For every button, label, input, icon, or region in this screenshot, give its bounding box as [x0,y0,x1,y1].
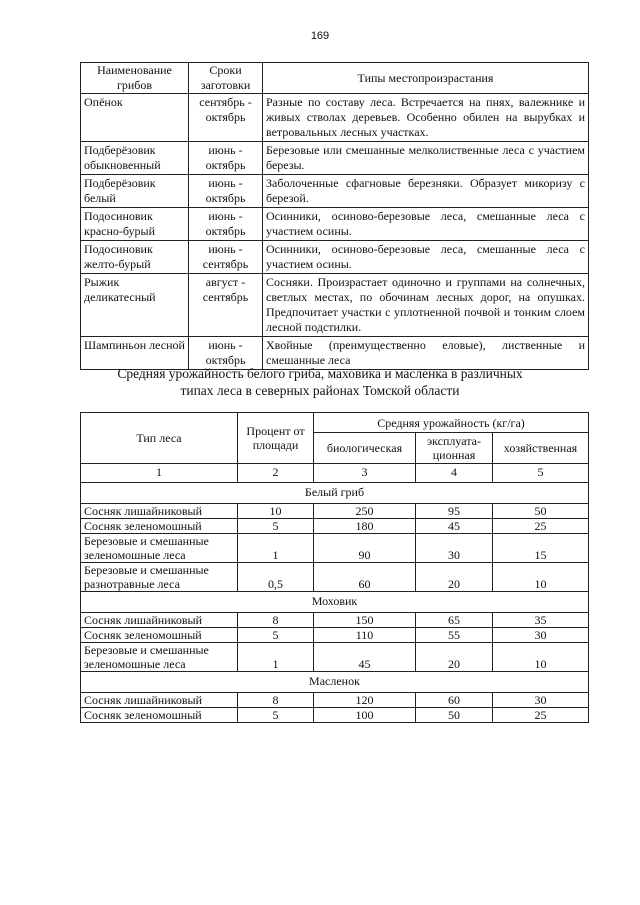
mushroom-name: Рыжик деликатесный [81,274,189,337]
yield-economic: 35 [493,613,589,628]
percent-area: 5 [238,628,314,643]
percent-area: 1 [238,534,314,563]
header-mushroom-name: Наименование грибов [81,63,189,94]
yield-exploitation: 55 [416,628,493,643]
harvest-period: июнь - октябрь [189,337,263,370]
yield-exploitation: 65 [416,613,493,628]
percent-area: 8 [238,693,314,708]
yield-biological: 150 [314,613,416,628]
yield-biological: 120 [314,693,416,708]
harvest-period: август - сентябрь [189,274,263,337]
section-header-row [81,672,589,693]
mushroom-name: Шампиньон лесной [81,337,189,370]
header-percent-area: Процент от площади [238,413,314,464]
percent-area: 0,5 [238,563,314,592]
table-row [81,504,589,519]
yield-exploitation: 20 [416,643,493,672]
column-number: 3 [314,464,416,483]
mushroom-name: Подберёзовик белый [81,175,189,208]
yield-exploitation: 30 [416,534,493,563]
section-name: Белый гриб [81,483,589,504]
mushroom-name: Опёнок [81,94,189,142]
yield-table-title [0,365,640,399]
yield-exploitation: 60 [416,693,493,708]
yield-biological: 110 [314,628,416,643]
forest-type: Березовые и смешанные зеленомошные леса [81,643,238,672]
harvest-period: июнь - октябрь [189,208,263,241]
yield-biological: 100 [314,708,416,723]
yield-table [80,412,589,723]
forest-type: Сосняк зеленомошный [81,708,238,723]
forest-type: Березовые и смешанные разнотравные леса [81,563,238,592]
section-header-row [81,483,589,504]
table-row [81,708,589,723]
column-number: 5 [493,464,589,483]
percent-area: 5 [238,708,314,723]
table-row [81,241,589,274]
yield-economic: 25 [493,519,589,534]
mushroom-habitat-table [80,62,589,370]
yield-economic: 25 [493,708,589,723]
yield-biological: 45 [314,643,416,672]
table-row [81,643,589,672]
percent-area: 1 [238,643,314,672]
forest-type: Сосняк зеленомошный [81,628,238,643]
percent-area: 8 [238,613,314,628]
table-row [81,274,589,337]
page-number: 169 [310,30,330,42]
table-row [81,693,589,708]
yield-table-title-line1: Средняя урожайность белого гриба, маховика и масленка в различных [117,366,523,381]
habitat-description: Хвойные (преимущественно еловые), лиственные и смешанные леса [263,337,589,370]
table-header-row [81,413,589,433]
yield-economic: 30 [493,628,589,643]
forest-type: Сосняк лишайниковый [81,504,238,519]
yield-biological: 180 [314,519,416,534]
yield-economic: 15 [493,534,589,563]
habitat-description: Осинники, осиново-березовые леса, смешанные леса с участием осины. [263,241,589,274]
header-economic: хозяйственная [493,433,589,464]
mushroom-name: Подберёзовик обыкновенный [81,142,189,175]
table-row [81,534,589,563]
habitat-description: Березовые или смешанные мелколиственные леса с участием березы. [263,142,589,175]
section-name: Масленок [81,672,589,693]
column-number: 4 [416,464,493,483]
section-header-row [81,592,589,613]
habitat-description: Сосняки. Произрастает одиночно и группами на солнечных, светлых местах, по обочинам лесных дорог, на опушках. Предпочитает участки с уплотненной почвой и тонким слоем лесной подстилки. [263,274,589,337]
header-habitat-types: Типы местопроизрастания [263,63,589,94]
section-name: Моховик [81,592,589,613]
yield-table-title-line2: типах леса в северных районах Томской области [180,383,460,398]
table-row [81,208,589,241]
harvest-period: июнь - октябрь [189,142,263,175]
yield-biological: 60 [314,563,416,592]
mushroom-name: Подосиновик желто-бурый [81,241,189,274]
header-exploitation: эксплуата-ционная [416,433,493,464]
table-row [81,142,589,175]
yield-biological: 250 [314,504,416,519]
column-number: 2 [238,464,314,483]
table-row [81,563,589,592]
harvest-period: июнь - октябрь [189,175,263,208]
yield-biological: 90 [314,534,416,563]
habitat-description: Заболоченные сфагновые березняки. Образует микоризу с березой. [263,175,589,208]
yield-economic: 10 [493,563,589,592]
yield-exploitation: 95 [416,504,493,519]
yield-economic: 10 [493,643,589,672]
forest-type: Березовые и смешанные зеленомошные леса [81,534,238,563]
yield-exploitation: 20 [416,563,493,592]
column-number: 1 [81,464,238,483]
header-biological: биологическая [314,433,416,464]
forest-type: Сосняк лишайниковый [81,693,238,708]
header-avg-yield: Средняя урожайность (кг/га) [314,413,589,433]
harvest-period: сентябрь - октябрь [189,94,263,142]
table-row [81,94,589,142]
table-row [81,175,589,208]
table-row [81,613,589,628]
yield-economic: 30 [493,693,589,708]
table-row [81,628,589,643]
yield-economic: 50 [493,504,589,519]
harvest-period: июнь - сентябрь [189,241,263,274]
forest-type: Сосняк зеленомошный [81,519,238,534]
yield-exploitation: 50 [416,708,493,723]
header-forest-type: Тип леса [81,413,238,464]
percent-area: 10 [238,504,314,519]
habitat-description: Осинники, осиново-березовые леса, смешанные леса с участием осины. [263,208,589,241]
table-row [81,519,589,534]
column-number-row [81,464,589,483]
mushroom-name: Подосиновик красно-бурый [81,208,189,241]
percent-area: 5 [238,519,314,534]
forest-type: Сосняк лишайниковый [81,613,238,628]
yield-exploitation: 45 [416,519,493,534]
header-harvest-period: Сроки заготовки [189,63,263,94]
table-header-row [81,63,589,94]
habitat-description: Разные по составу леса. Встречается на пнях, валежнике и живых стволах деревьев. Особенно обилен на вырубках и ветровальных лесных участках. [263,94,589,142]
